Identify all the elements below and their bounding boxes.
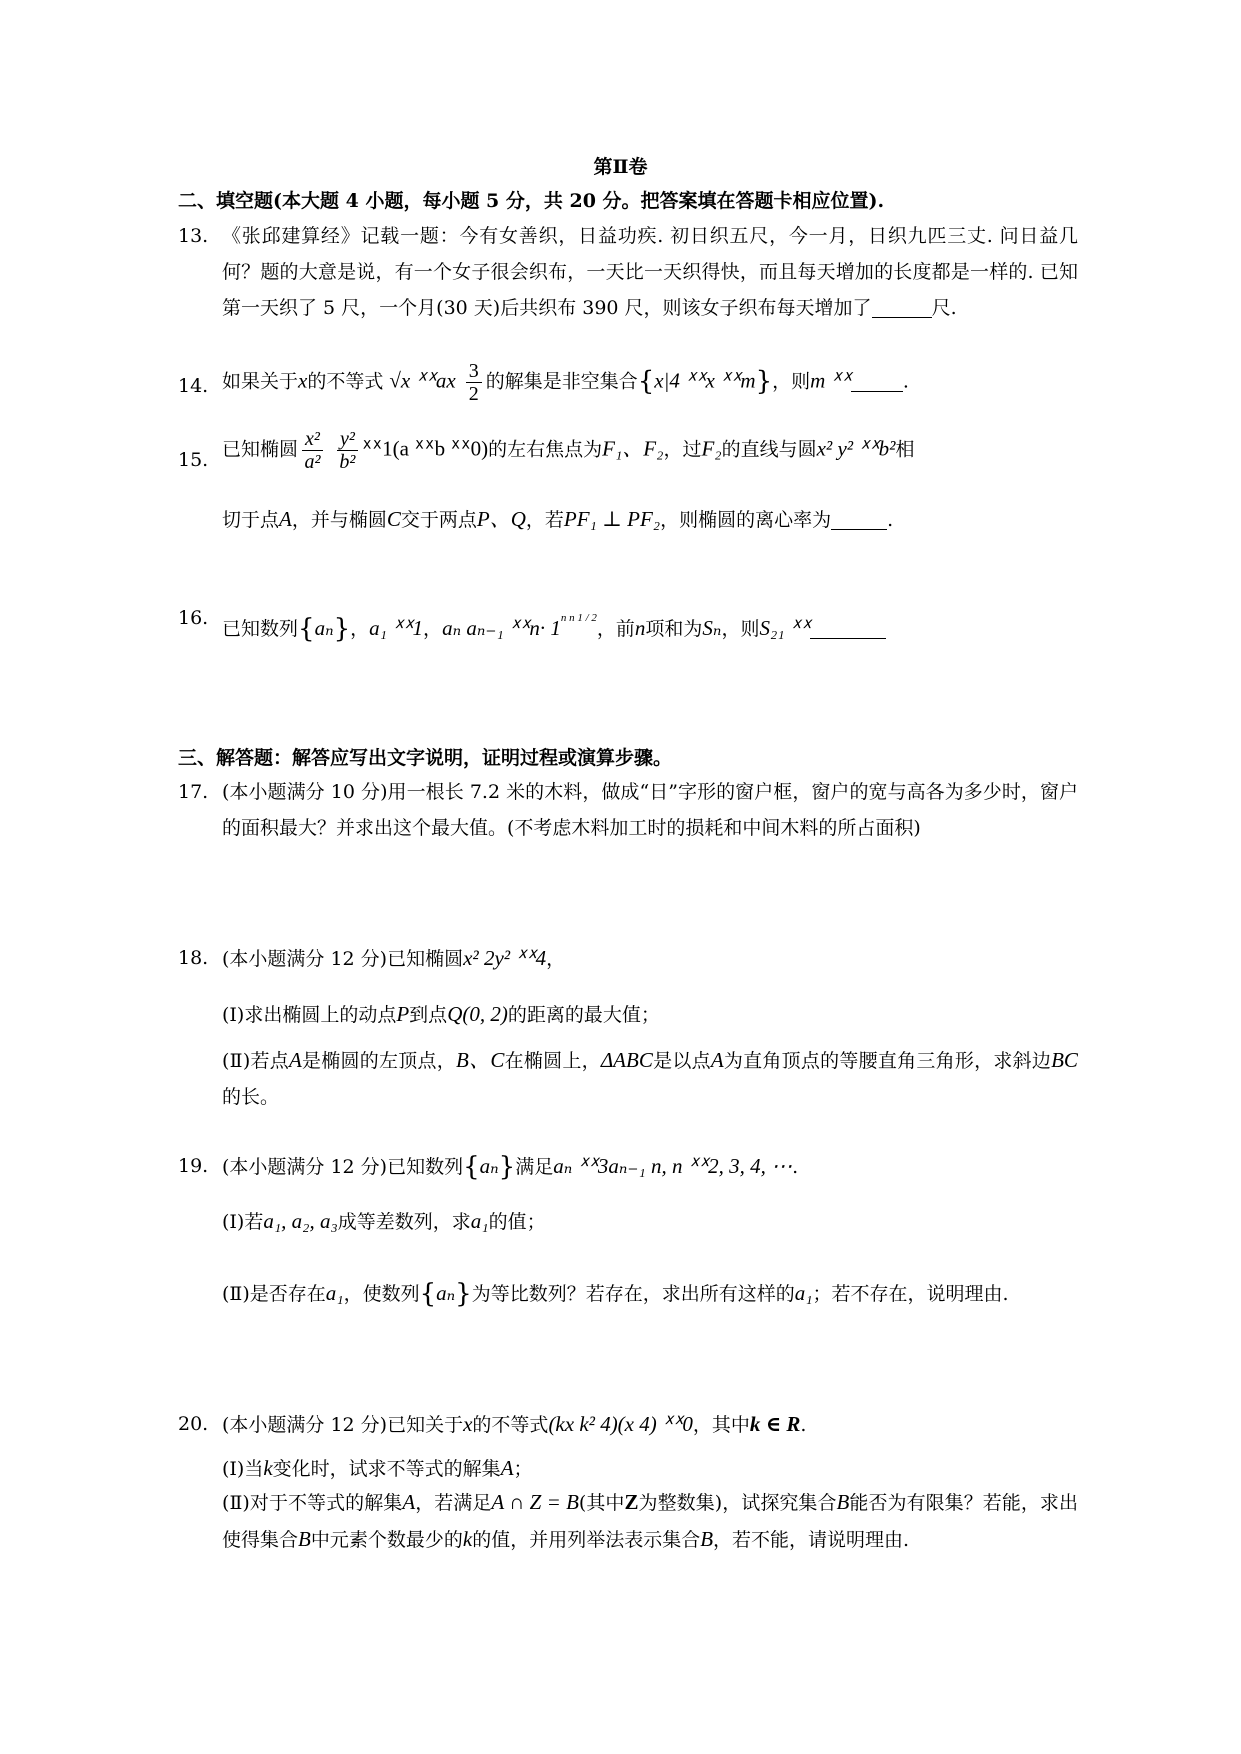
fraction-denominator: a² (304, 451, 321, 473)
math-expression: PF₁ ⊥ PF₂ (563, 507, 661, 531)
question-number: 20. (178, 1413, 209, 1435)
math-fraction (337, 428, 358, 473)
math-exponent: n n 1 / 2 (560, 612, 597, 624)
text-fragment: . (800, 1414, 807, 1436)
text-fragment: (本小题满分 12 分)已知数列 (222, 1156, 464, 1178)
math-variable: A (500, 1456, 514, 1480)
text-fragment: 的左右焦点为 (488, 438, 603, 461)
math-variable: k (263, 1456, 273, 1480)
math-expression: A ∩ Z = B (491, 1490, 579, 1514)
math-expression: ΔABC (600, 1048, 653, 1072)
question-18-part-2 (222, 1042, 1078, 1115)
text-fragment: (本小题满分 12 分)已知椭圆 (222, 948, 464, 970)
page-title: 第Ⅱ卷 (593, 156, 648, 178)
math-variable: A (710, 1048, 724, 1072)
math-expression: (kx k² 4)(x 4) ᕽᕽ0 (548, 1412, 693, 1436)
text-fragment: (本小题满分 12 分)已知关于 (222, 1414, 464, 1436)
math-expression: F₂ (701, 436, 722, 461)
question-15 (178, 428, 1078, 538)
text-fragment: ， (350, 618, 370, 640)
math-expression: F₁、F₂ (602, 436, 664, 461)
question-text: 《张邱建算经》记载一题：今有女善织，日益功疾. 初日织五尺，今一月，日织九匹三丈. 问日益几何？题的大意是说，有一个女子很会织布，一天比一天织得快，而且每天增加的长度都是一样的. 已知第一天织了 5 尺，一个月(30 天)后共织布 390 尺，则该女子织布每天增加了 (222, 225, 1078, 319)
question-18-part-1 (222, 996, 1078, 1033)
left-brace: { (419, 1279, 437, 1309)
text-fragment: ，则 (721, 618, 760, 640)
text-fragment: 到点 (409, 1004, 448, 1026)
text-fragment: 的解集是非空集合 (485, 370, 638, 393)
text-fragment: (Ⅰ)当 (222, 1458, 264, 1480)
math-expression: a₁ ᕽᕽ1 (369, 616, 424, 640)
text-fragment: ， (546, 948, 566, 970)
question-19 (178, 1148, 1078, 1185)
question-13 (178, 218, 1078, 326)
text-fragment: 相 (895, 438, 915, 461)
fraction-numerator: 3 (466, 360, 482, 383)
math-expression: S₂₁ ᕽᕽ (759, 616, 811, 640)
text-fragment: 变化时，试求不等式的解集 (272, 1458, 501, 1480)
text-fragment: 满足 (515, 1156, 554, 1178)
text-fragment: 交于两点 (400, 509, 477, 531)
right-brace: } (333, 614, 351, 644)
math-variable: B (298, 1527, 311, 1551)
math-variable: m ᕽᕽ (810, 368, 851, 393)
math-expression: aₙ (436, 1281, 456, 1305)
text-fragment: ，前 (596, 618, 635, 640)
text-fragment: (Ⅱ)若点 (222, 1050, 289, 1072)
math-expression: aₙ (314, 616, 334, 640)
answer-blank (810, 616, 886, 639)
math-expression: x² y² ᕽᕽb² (816, 436, 896, 461)
math-expression: aₙ aₙ₋₁ ᕽᕽn· 1 (442, 616, 561, 640)
question-number: 16. (178, 607, 209, 629)
text-fragment: ，过 (663, 438, 702, 461)
text-fragment: (Ⅰ)若 (222, 1211, 264, 1233)
math-expression: a₁ (470, 1209, 489, 1233)
text-fragment: (Ⅰ)求出椭圆上的动点 (222, 1004, 397, 1026)
question-19-part-1 (222, 1203, 1078, 1240)
question-number: 15. (178, 449, 209, 471)
text-fragment: (Ⅱ)对于不等式的解集 (222, 1492, 403, 1514)
math-expression: Sₙ (702, 616, 722, 640)
math-expression: aₙ ᕽᕽ3aₙ₋₁ n, n ᕽᕽ2, 3, 4, ⋯ (553, 1154, 793, 1178)
math-expression: a₁, a₂, a₃ (263, 1209, 338, 1233)
answer-blank (851, 369, 903, 392)
text-fragment: (其中 (578, 1492, 625, 1514)
answer-blank (831, 507, 887, 530)
text-fragment: 的长。 (222, 1086, 280, 1108)
math-variable: Z (624, 1490, 639, 1514)
math-variable: x (463, 1412, 473, 1436)
math-variable: A (402, 1490, 416, 1514)
text-fragment: 的不等式 (472, 1414, 549, 1436)
question-19-part-2 (222, 1262, 1078, 1325)
text-fragment: 已知数列 (222, 618, 299, 640)
question-number: 13. (178, 225, 209, 247)
text-fragment: 已知椭圆 (222, 438, 299, 461)
math-variable: k (462, 1527, 473, 1551)
math-fraction (302, 428, 323, 473)
text-fragment: ，则 (772, 370, 811, 393)
math-expression: BC (1051, 1048, 1078, 1072)
fraction-denominator: b² (339, 451, 356, 473)
text-fragment: 如果关于 (222, 370, 299, 393)
text-fragment: 的距离的最大值； (507, 1004, 660, 1026)
math-fraction (466, 360, 482, 405)
math-expression: k ∈ R (749, 1412, 801, 1436)
left-brace: { (637, 366, 655, 397)
left-brace: { (463, 1152, 480, 1182)
text-fragment: 为整数集)，试探究集合 (638, 1492, 837, 1514)
text-fragment: 的不等式 (307, 370, 384, 393)
question-number: 17. (178, 781, 209, 803)
text-fragment: (Ⅱ)是否存在 (222, 1283, 326, 1305)
question-17 (178, 774, 1078, 846)
text-fragment: ； (513, 1458, 533, 1480)
fraction-numerator: y² (337, 428, 358, 451)
right-brace: } (455, 1279, 472, 1309)
question-18 (178, 940, 1078, 977)
math-expression: x² 2y² ᕽᕽ4 (463, 946, 547, 970)
math-expression: a₁ (794, 1281, 813, 1305)
section-3-heading: 三、解答题：解答应写出文字说明，证明过程或演算步骤。 (178, 747, 673, 769)
text-fragment: 能否为有限集？若能，求出使得集合 (222, 1492, 1078, 1551)
text-fragment: ，若满足 (415, 1492, 492, 1514)
question-number: 19. (178, 1155, 209, 1177)
text-fragment: 是以点 (652, 1050, 711, 1072)
question-14 (178, 360, 1078, 405)
question-20-part-1 (222, 1452, 1078, 1485)
math-variable: A (288, 1048, 302, 1072)
text-fragment: 是椭圆的左顶点， (301, 1050, 457, 1072)
math-variable: A (279, 507, 292, 531)
text-fragment: 的值； (488, 1211, 546, 1233)
text-fragment: . (902, 370, 909, 393)
left-brace: { (298, 614, 315, 644)
question-text: (本小题满分 10 分)用一根长 7.2 米的木料，做成“日”字形的窗户框，窗户的宽与高各为多少时，窗户的面积最大？并求出这个最大值。(不考虑木料加工时的损耗和中间木料的所占面积) (222, 781, 1078, 839)
text-fragment: 成等差数列，求 (337, 1211, 471, 1233)
question-16 (178, 594, 1078, 647)
text-fragment: 中元素个数最少的 (310, 1529, 463, 1551)
question-20-part-2 (222, 1484, 1078, 1558)
math-expression: x|4 ᕽᕽx ᕽᕽm (654, 368, 756, 393)
math-variable: B (700, 1527, 714, 1551)
text-fragment: . (792, 1156, 799, 1178)
math-variable: n (634, 616, 646, 640)
math-expression: aₙ (479, 1154, 499, 1178)
math-expression: Q(0, 2) (447, 1002, 508, 1026)
fraction-denominator: 2 (468, 383, 479, 405)
section-2-heading: 二、填空题(本大题 4 小题，每小题 5 分，共 20 分。把答案填在答题卡相应位置). (178, 190, 885, 212)
answer-blank (872, 295, 932, 318)
fraction-numerator: x² (302, 428, 323, 451)
text-fragment: ，其中 (692, 1414, 750, 1436)
text-fragment: ，并与椭圆 (291, 509, 387, 531)
text-fragment: 为等比数列？若存在，求出所有这样的 (471, 1283, 795, 1305)
text-fragment: 项和为 (645, 618, 703, 640)
question-number: 18. (178, 947, 209, 969)
math-expression: √x ᕽᕽax (389, 368, 456, 393)
question-20 (178, 1406, 1078, 1443)
question-tail: 尺. (931, 297, 957, 319)
text-fragment: ， (423, 618, 443, 640)
right-brace: } (498, 1152, 516, 1182)
math-variable: C (386, 507, 401, 531)
text-fragment: ，若 (525, 509, 564, 531)
text-fragment: 切于点 (222, 509, 280, 531)
text-fragment: ，若不能，请说明理由. (713, 1529, 910, 1551)
math-variable: P (396, 1002, 410, 1026)
math-expression: P、Q (476, 507, 526, 531)
question-number: 14. (178, 375, 209, 397)
text-fragment: ；若不存在，说明理由. (812, 1283, 1009, 1305)
text-fragment: 的直线与圆 (721, 438, 817, 461)
math-expression: ᕽᕽ1(a ᕽᕽb ᕽᕽ0) (361, 436, 489, 461)
math-variable: x (298, 368, 308, 393)
text-fragment: 的值，并用列举法表示集合 (472, 1529, 701, 1551)
math-expression: a₁ (325, 1281, 344, 1305)
text-fragment: . (887, 509, 894, 531)
text-fragment: 为直角顶点的等腰直角三角形，求斜边 (723, 1050, 1052, 1072)
math-variable: B (836, 1490, 850, 1514)
text-fragment: 在椭圆上， (504, 1050, 601, 1072)
math-expression: B、C (456, 1048, 505, 1072)
text-fragment: ，则椭圆的离心率为 (660, 509, 832, 531)
right-brace: } (755, 366, 773, 397)
text-fragment: ，使数列 (343, 1283, 420, 1305)
